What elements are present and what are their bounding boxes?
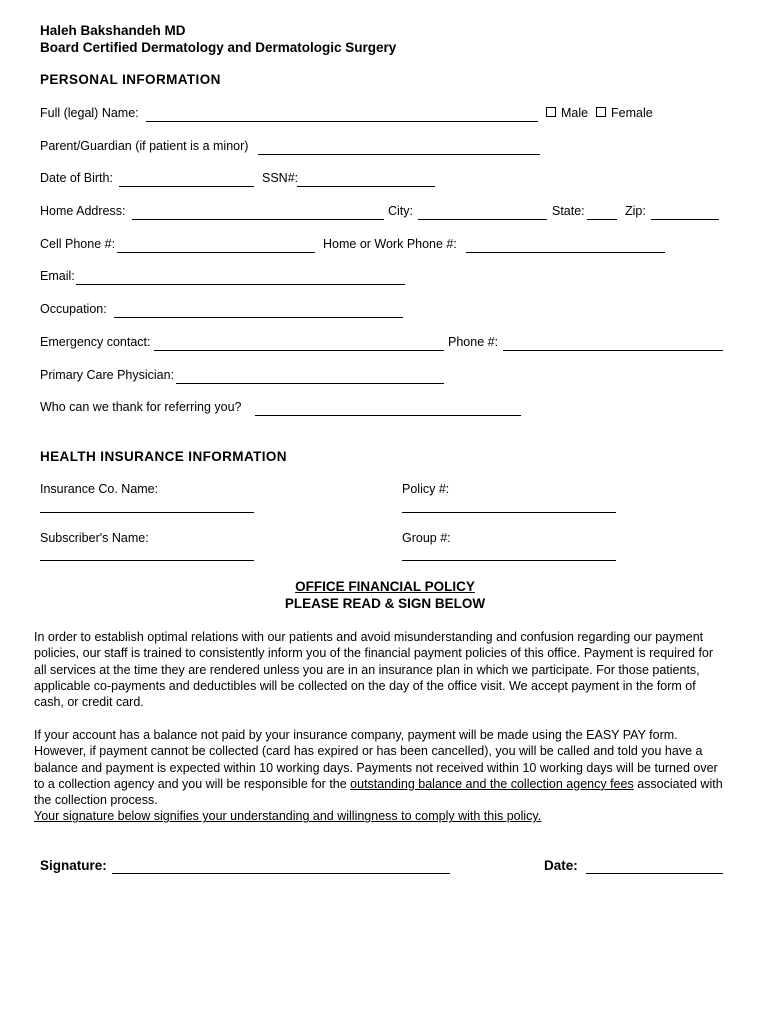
policy-paragraph-2 bbox=[34, 727, 724, 825]
full-name-label: Full (legal) Name: bbox=[40, 106, 139, 120]
date-field[interactable] bbox=[586, 873, 723, 874]
signature-field[interactable] bbox=[112, 873, 450, 874]
female-label: Female bbox=[611, 106, 653, 120]
policy-number-label: Policy #: bbox=[402, 482, 450, 496]
group-number-field[interactable] bbox=[402, 560, 616, 561]
guardian-field[interactable] bbox=[258, 154, 540, 155]
address-label: Home Address: bbox=[40, 204, 126, 218]
address-field[interactable] bbox=[132, 219, 384, 220]
male-option[interactable] bbox=[546, 106, 588, 120]
referral-label: Who can we thank for referring you? bbox=[40, 400, 242, 414]
date-label: Date: bbox=[544, 858, 578, 873]
policy-paragraph-2-end: associated with the collection process. bbox=[34, 776, 723, 808]
state-field[interactable] bbox=[587, 219, 617, 220]
group-number-label: Group #: bbox=[402, 531, 451, 545]
zip-label: Zip: bbox=[625, 204, 646, 218]
email-label: Email: bbox=[40, 269, 75, 283]
guardian-label: Parent/Guardian (if patient is a minor) bbox=[40, 139, 249, 153]
full-name-field[interactable] bbox=[146, 121, 538, 122]
policy-number-field[interactable] bbox=[402, 512, 616, 513]
occupation-field[interactable] bbox=[114, 317, 403, 318]
home-work-phone-label: Home or Work Phone #: bbox=[323, 237, 457, 251]
pcp-field[interactable] bbox=[176, 383, 444, 384]
pcp-label: Primary Care Physician: bbox=[40, 368, 175, 382]
female-option[interactable] bbox=[596, 106, 653, 120]
emergency-phone-label: Phone #: bbox=[448, 335, 499, 349]
insurance-company-label: Insurance Co. Name: bbox=[40, 482, 159, 496]
ssn-field[interactable] bbox=[297, 186, 435, 187]
policy-fees-underlined: outstanding balance and the collection agency fees bbox=[350, 776, 634, 791]
male-label: Male bbox=[561, 106, 589, 120]
zip-field[interactable] bbox=[651, 219, 719, 220]
home-work-phone-field[interactable] bbox=[466, 252, 665, 253]
referral-field[interactable] bbox=[255, 415, 521, 416]
cell-phone-field[interactable] bbox=[117, 252, 315, 253]
policy-paragraph-1: In order to establish optimal relations with our patients and avoid misunderstanding and confusion regarding our payment policies, our staff is trained to consistently inform you of the financial payment policies of this office. Payment is required for all services at the time they are rendered unless you are in an insurance plan in which we participate. For those patients, applicable co-payments and deductibles will be collected on the day of the office visit. We accept payment in the form of cash, or credit card. bbox=[34, 630, 714, 710]
subscriber-field[interactable] bbox=[40, 560, 254, 561]
cell-phone-label: Cell Phone #: bbox=[40, 237, 116, 251]
city-field[interactable] bbox=[418, 219, 547, 220]
male-checkbox[interactable] bbox=[546, 107, 556, 117]
policy-paragraph-2-start: If your account has a balance not paid by your insurance company, payment will be made using the EASY PAY form. However, if payment cannot be collected (card has expired or has been cancelled), you will be called and told you have a balance and payment is expected within 10 working days. Payments not received within 10 working days will be turned over to a collection agency and you will be responsible for the bbox=[34, 728, 718, 791]
dob-field[interactable] bbox=[119, 186, 254, 187]
personal-info-heading: PERSONAL INFORMATION bbox=[40, 72, 221, 87]
insurance-company-field[interactable] bbox=[40, 512, 254, 513]
policy-subtitle: PLEASE READ & SIGN BELOW bbox=[284, 596, 486, 611]
emergency-contact-label: Emergency contact: bbox=[40, 335, 151, 349]
city-label: City: bbox=[388, 204, 413, 218]
emergency-contact-field[interactable] bbox=[154, 350, 444, 351]
emergency-phone-field[interactable] bbox=[503, 350, 723, 351]
insurance-heading: HEALTH INSURANCE INFORMATION bbox=[40, 449, 287, 464]
dob-label: Date of Birth: bbox=[40, 171, 113, 185]
email-field[interactable] bbox=[76, 284, 405, 285]
state-label: State: bbox=[552, 204, 585, 218]
female-checkbox[interactable] bbox=[596, 107, 606, 117]
occupation-label: Occupation: bbox=[40, 302, 107, 316]
doctor-name: Haleh Bakshandeh MD bbox=[40, 23, 186, 38]
signature-label: Signature: bbox=[40, 858, 107, 873]
ssn-label: SSN#: bbox=[262, 171, 299, 185]
subscriber-label: Subscriber's Name: bbox=[40, 531, 149, 545]
doctor-specialty: Board Certified Dermatology and Dermatologic Surgery bbox=[40, 40, 397, 55]
policy-title: OFFICE FINANCIAL POLICY bbox=[295, 579, 475, 594]
policy-acknowledgement: Your signature below signifies your understanding and willingness to comply with this policy. bbox=[34, 809, 542, 824]
